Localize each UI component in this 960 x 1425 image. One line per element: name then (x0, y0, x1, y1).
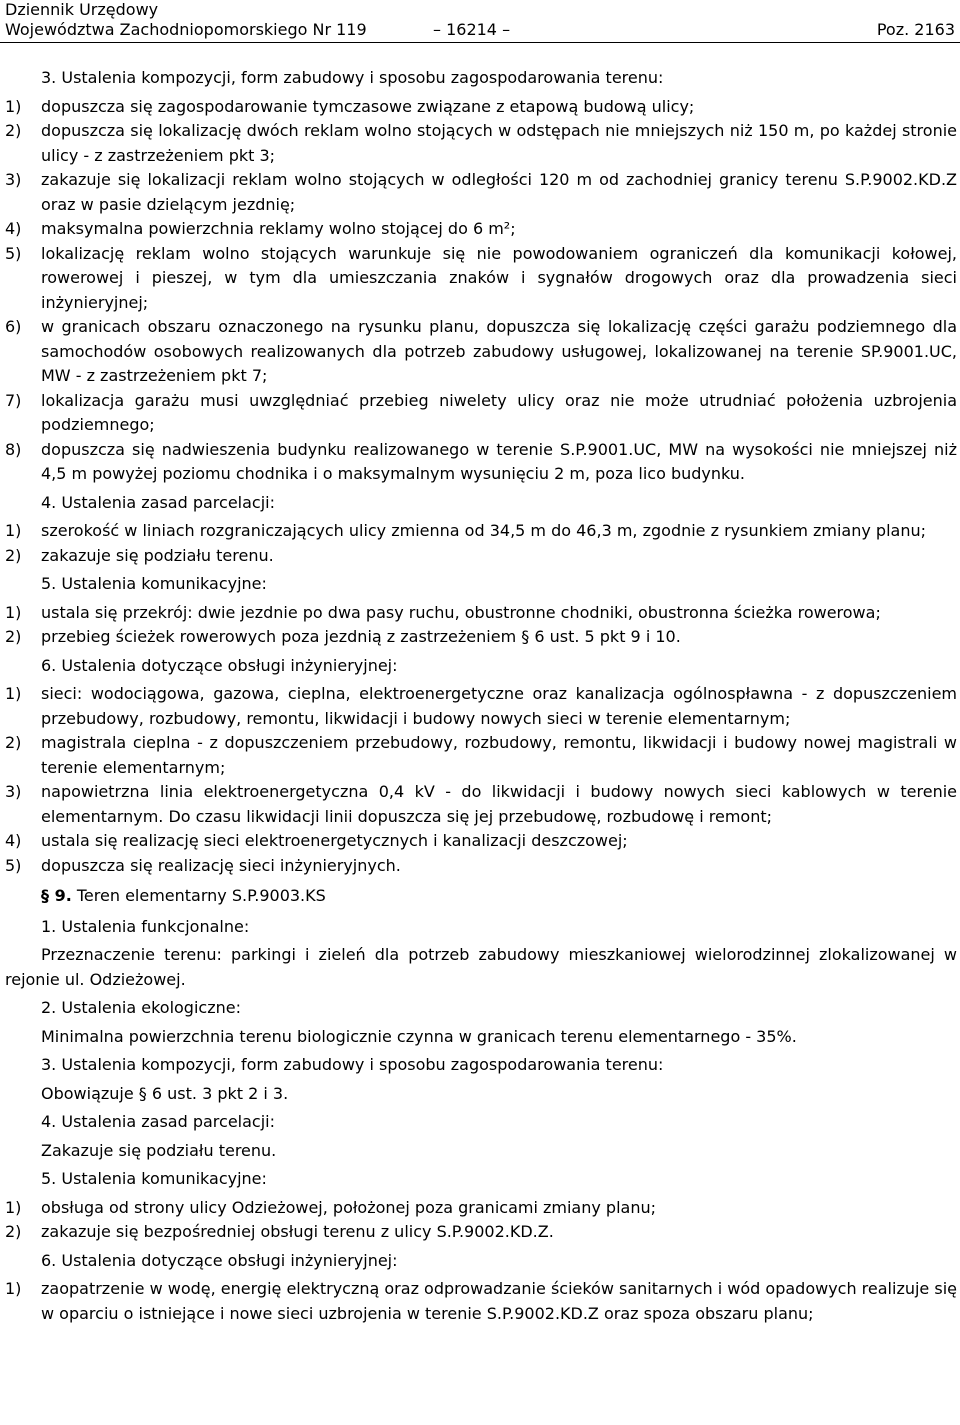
list-item (5, 731, 957, 780)
list-item-number: 1) (5, 602, 22, 622)
list-item (5, 1196, 957, 1221)
list-item-text: ustala się przekrój: dwie jezdnie po dwa pasy ruchu, obustronne chodniki, obustronna ścieżka rowerowa; (41, 602, 881, 622)
list-item-number: 2) (5, 1222, 22, 1241)
list-item-text: lokalizacja garażu musi uwzględniać przebieg niwelety ulicy oraz nie może utrudniać położenia uzbrojenia podziemnego; (41, 390, 957, 434)
list-item-number: 5) (5, 855, 22, 875)
list-item-text: napowietrzna linia elektroenergetyczna 0,4 kV - do likwidacji i budowy nowych sieci kablowych w terenie elementarnym. Do czasu likwidacji linii dopuszcza się jej przebudowę, rozbudowę i remont; (41, 782, 957, 826)
list-item-number: 2) (5, 733, 22, 752)
section-heading: 2. Ustalenia ekologiczne: (41, 998, 241, 1017)
journal-title: Dziennik Urzędowy (5, 0, 159, 19)
page-header (5, 0, 960, 42)
list-item-text: maksymalna powierzchnia reklamy wolno stojącej do 6 m²; (41, 219, 516, 238)
list-item-number: 2) (5, 545, 22, 565)
list-item-number: 1) (5, 521, 22, 540)
list-item (5, 389, 957, 438)
list-item-number: 7) (5, 390, 22, 410)
list-item-number: 1) (5, 684, 22, 703)
list-item-number: 1) (5, 1279, 22, 1298)
list-item-number: 2) (5, 627, 22, 646)
list-item-text: dopuszcza się zagospodarowanie tymczasowe związane z etapową budową ulicy; (41, 96, 695, 116)
list-item-text: zakazuje się lokalizacji reklam wolno stojących w odległości 120 m od zachodniej granicy terenu S.P.9002.KD.Z oraz w pasie dzielącym jezdnię; (41, 170, 957, 214)
section-heading: 6. Ustalenia dotyczące obsługi inżynieryjnej: (41, 655, 398, 675)
list-item-number: 3) (5, 170, 22, 189)
list-item (5, 854, 957, 879)
paragraph-section-title (5, 884, 957, 909)
list-item-text: obsługa od strony ulicy Odzieżowej, położonej poza granicami zmiany planu; (41, 1197, 656, 1217)
list-item (5, 315, 957, 389)
list-item (5, 780, 957, 829)
section-heading: 1. Ustalenia funkcjonalne: (41, 916, 250, 936)
header-rule (0, 42, 960, 43)
paragraph: Zakazuje się podziału terenu. (41, 1140, 277, 1160)
list-item (5, 438, 957, 487)
list-item-text: szerokość w liniach rozgraniczających ulicy zmienna od 34,5 m do 46,3 m, zgodnie z rysunkiem zmiany planu; (41, 521, 926, 540)
section-symbol: § 9. (41, 886, 72, 905)
list-item (5, 1220, 957, 1245)
list-item (5, 95, 957, 120)
paragraph: Przeznaczenie terenu: parkingi i zieleń dla potrzeb zabudowy mieszkaniowej wielorodzinnej zlokalizowanej w rejonie ul. Odzieżowej. (5, 945, 957, 989)
list-item (5, 544, 957, 569)
list-item-number: 8) (5, 439, 22, 459)
section-title-text: Teren elementarny S.P.9003.KS (76, 886, 326, 905)
list-item-text: dopuszcza się lokalizację dwóch reklam wolno stojących w odstępach nie mniejszych niż 150 m, po każdej stronie ulicy - z zastrzeżeniem pkt 3; (41, 121, 957, 165)
list-item-number: 2) (5, 121, 22, 140)
list-item-text: zakazuje się podziału terenu. (41, 545, 274, 565)
list-item (5, 119, 957, 168)
list-item (5, 682, 957, 731)
list-item-number: 4) (5, 219, 22, 238)
section-heading: 4. Ustalenia zasad parcelacji: (41, 492, 275, 512)
page-number: – 16214 – (433, 20, 511, 39)
header-line-2 (5, 20, 960, 40)
list-item-text: w granicach obszaru oznaczonego na rysunku planu, dopuszcza się lokalizację części garażu podziemnego dla samochodów osobowych realizowanych dla potrzeb zabudowy usługowej, lokalizowanej na terenie SP.9001.UC, MW - z zastrzeżeniem pkt 7; (41, 317, 957, 385)
list-item (5, 625, 957, 650)
section-heading: 6. Ustalenia dotyczące obsługi inżynieryjnej: (41, 1250, 398, 1270)
section-heading: 5. Ustalenia komunikacyjne: (41, 1169, 267, 1188)
list-item-text: sieci: wodociągowa, gazowa, cieplna, elektroenergetyczne oraz kanalizacja ogólnospławna - z dopuszczeniem przebudowy, rozbudowy, remontu, likwidacji i budowy nowych sieci w terenie elementarnym; (41, 684, 957, 728)
list-item-number: 1) (5, 1197, 22, 1217)
document-body (5, 62, 957, 1326)
list-item-text: zaopatrzenie w wodę, energię elektryczną oraz odprowadzanie ścieków sanitarnych i wód opadowych realizuje się w oparciu o istniejące i nowe sieci uzbrojenia w terenie S.P.9002.KD.Z oraz spoza obszaru planu; (41, 1279, 957, 1323)
section-heading: 3. Ustalenia kompozycji, form zabudowy i sposobu zagospodarowania terenu: (41, 68, 664, 87)
list-item (5, 242, 957, 316)
list-item-number: 3) (5, 782, 22, 801)
list-item (5, 168, 957, 217)
list-item-text: lokalizację reklam wolno stojących warunkuje się nie powodowaniem ograniczeń dla komunikacji kołowej, rowerowej i pieszej, w tym dla umieszczania znaków i sygnałów drogowych oraz dla prowadzenia sieci inżynieryjnej; (41, 243, 957, 312)
list-item (5, 217, 957, 242)
list-item (5, 519, 957, 544)
list-item (5, 829, 957, 854)
position-number: Poz. 2163 (876, 20, 955, 39)
list-item-number: 6) (5, 317, 22, 336)
list-item-number: 4) (5, 831, 22, 850)
paragraph: Minimalna powierzchnia terenu biologicznie czynna w granicach terenu elementarnego - 35%. (41, 1026, 797, 1046)
section-heading: 4. Ustalenia zasad parcelacji: (41, 1112, 275, 1131)
list-item-text: przebieg ścieżek rowerowych poza jezdnią z zastrzeżeniem § 6 ust. 5 pkt 9 i 10. (41, 627, 681, 646)
list-item-text: ustala się realizację sieci elektroenergetycznych i kanalizacji deszczowej; (41, 831, 628, 850)
list-item-text: dopuszcza się nadwieszenia budynku realizowanego w terenie S.P.9001.UC, MW na wysokości nie mniejszej niż 4,5 m powyżej poziomu chodnika i o maksymalnym wysunięciu 2 m, poza lico budynku. (41, 439, 957, 483)
list-item-text: dopuszcza się realizację sieci inżynieryjnych. (41, 855, 401, 875)
paragraph: Obowiązuje § 6 ust. 3 pkt 2 i 3. (41, 1083, 289, 1103)
list-item-number: 5) (5, 243, 22, 263)
list-item (5, 601, 957, 626)
section-heading: 5. Ustalenia komunikacyjne: (41, 574, 267, 593)
list-item-text: magistrala cieplna - z dopuszczeniem przebudowy, rozbudowy, remontu, likwidacji i budowy nowej magistrali w terenie elementarnym; (41, 733, 957, 777)
list-item-number: 1) (5, 96, 22, 116)
list-item-text: zakazuje się bezpośredniej obsługi terenu z ulicy S.P.9002.KD.Z. (41, 1222, 554, 1241)
section-heading: 3. Ustalenia kompozycji, form zabudowy i sposobu zagospodarowania terenu: (41, 1055, 664, 1074)
list-item (5, 1277, 957, 1326)
journal-issue: Województwa Zachodniopomorskiego Nr 119 (5, 20, 367, 39)
